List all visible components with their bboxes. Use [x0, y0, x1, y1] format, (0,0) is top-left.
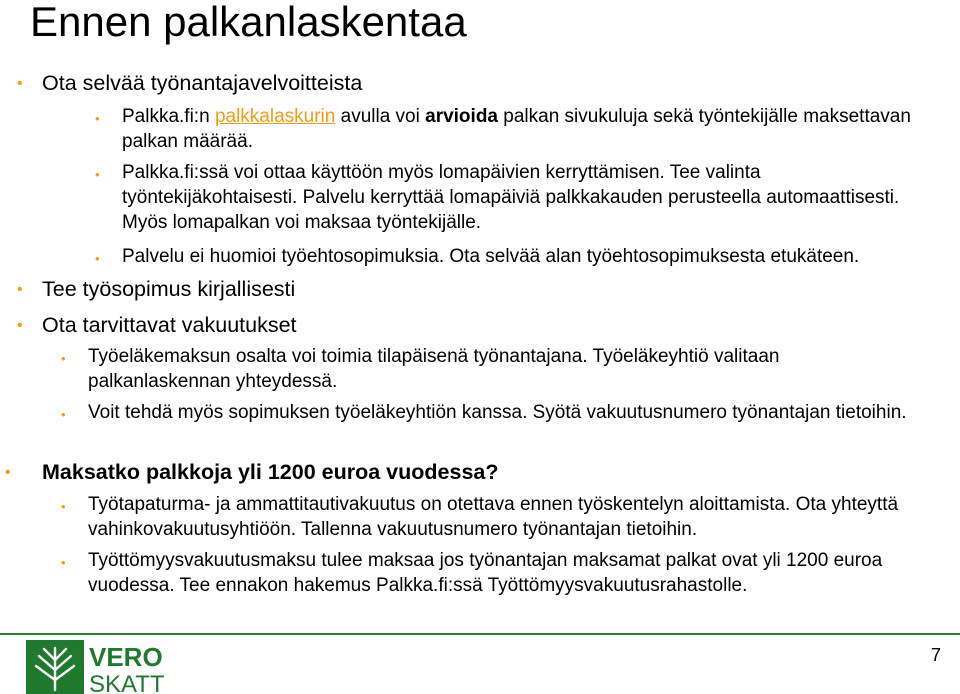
- bullet-icon: •: [5, 464, 11, 481]
- sub-bullet-text-start: Palkka.fi:n: [122, 106, 215, 127]
- sub-bullet-item: [61, 344, 878, 394]
- bullet-item: [17, 312, 297, 338]
- logo-word-skatt: SKATT: [89, 671, 165, 694]
- footer-divider: [0, 633, 960, 635]
- sub-bullet-text: Työeläkemaksun osalta voi toimia tilapäisenä työnantajana. Työeläkeyhtiö valitaan palkanlaskennan yhteydessä.: [88, 346, 780, 392]
- page-number: 7: [930, 645, 941, 665]
- slide-title: Ennen palkanlaskentaa: [30, 0, 467, 45]
- sub-bullet-bold-text: arvioida: [425, 106, 498, 127]
- bullet-text: Ota selvää työnantajavelvoitteista: [42, 71, 363, 95]
- sub-bullet-text-end: palkan sivukuluja sekä työntekijälle maksettavan palkan määrää.: [122, 106, 911, 152]
- sub-bullet-text: Voit tehdä myös sopimuksen työeläkeyhtiön kanssa. Syötä vakuutusnumero työnantajan tietoihin.: [88, 402, 907, 423]
- bullet-icon: •: [95, 111, 100, 126]
- sub-bullet-item: [95, 160, 902, 235]
- sub-bullet-item: [95, 244, 960, 269]
- bullet-icon: •: [17, 281, 23, 298]
- bullet-item: [17, 276, 296, 302]
- bullet-icon: •: [61, 499, 66, 514]
- logo-word-vero: VERO: [89, 642, 163, 672]
- sub-bullet-item: [95, 104, 960, 154]
- bullet-icon: •: [61, 407, 66, 422]
- sub-bullet-text: Palkka.fi:ssä voi ottaa käyttöön myös lomapäivien kerryttämisen. Tee valinta työntekijäkohtaisesti. Palvelu kerryttää lomapäiviä palkkakauden perusteella automaattisesti. Myös lomapalkan voi maksaa työntekijälle.: [122, 162, 900, 233]
- sub-bullet-text-middle: avulla voi: [335, 106, 426, 127]
- bullet-item: [17, 70, 363, 96]
- sub-bullet-item: [61, 400, 938, 425]
- sub-bullet-item: [61, 548, 938, 598]
- sub-bullet-item: [61, 492, 938, 542]
- bullet-text: Ota tarvittavat vakuutukset: [42, 313, 297, 337]
- sub-bullet-text: Palvelu ei huomioi työehtosopimuksia. Ota selvää alan työehtosopimuksesta etukäteen.: [122, 246, 860, 267]
- bullet-icon: •: [17, 75, 23, 92]
- bullet-text: Tee työsopimus kirjallisesti: [42, 277, 296, 301]
- bullet-icon: •: [95, 251, 100, 266]
- bullet-icon: •: [61, 555, 66, 570]
- bullet-icon: •: [95, 167, 100, 182]
- bullet-text: Maksatko palkkoja yli 1200 euroa vuodessa?: [42, 460, 499, 484]
- palkkalaskuri-link[interactable]: palkkalaskurin: [214, 106, 336, 127]
- bullet-item: [5, 459, 499, 485]
- bullet-icon: •: [61, 351, 66, 366]
- sub-bullet-text: Työtapaturma- ja ammattitautivakuutus on otettava ennen työskentelyn aloittamista. Ota yhteyttä vahinkovakuutusyhtiöön. Tallenna vakuutusnumero työnantajan tietoihin.: [88, 494, 899, 540]
- vero-skatt-logo: [26, 640, 191, 694]
- bullet-icon: •: [17, 317, 23, 334]
- sub-bullet-text: Työttömyysvakuutusmaksu tulee maksaa jos työnantajan maksamat palkat ovat yli 1200 euroa vuodessa. Tee ennakon hakemus Palkka.fi:ssä Työttömyysvakuutusrahastolle.: [88, 550, 883, 596]
